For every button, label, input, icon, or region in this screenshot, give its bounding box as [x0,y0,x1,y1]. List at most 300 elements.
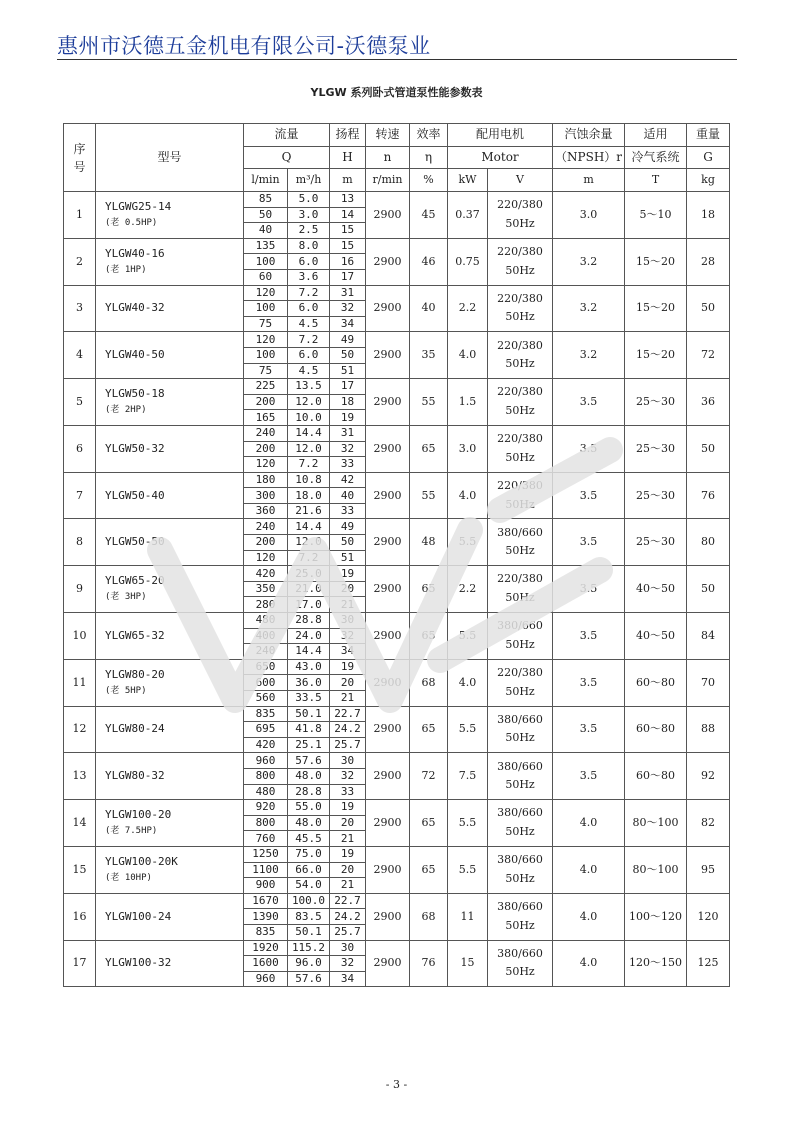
flow-lmin-cell: 50 [244,207,288,223]
flow-m3h-cell: 96.0 [288,956,330,972]
weight-cell: 36 [687,379,730,426]
efficiency-cell: 76 [410,940,448,987]
head-cell: 25.7 [330,924,366,940]
power-cell: 15 [448,940,488,987]
model-name: YLGW100-24 [105,909,172,923]
frequency-value: 50Hz [505,310,535,324]
flow-lmin-cell: 1600 [244,956,288,972]
head-cell: 20 [330,581,366,597]
col-header-flow-symbol: Q [244,147,330,169]
weight-cell: 82 [687,800,730,847]
power-cell: 0.75 [448,238,488,285]
power-cell: 5.5 [448,613,488,660]
flow-m3h-cell: 18.0 [288,488,330,504]
flow-lmin-cell: 75 [244,363,288,379]
table-body [64,192,730,987]
col-header-eff-symbol: η [410,147,448,169]
row-number: 1 [64,192,96,239]
flow-m3h-cell: 55.0 [288,800,330,816]
npsh-cell: 3.5 [553,519,625,566]
voltage-value: 380/660 [497,712,543,726]
voltage-cell [488,192,553,239]
head-cell: 24.2 [330,909,366,925]
unit-flow-lmin: l/min [244,169,288,192]
cooling-cell: 25～30 [625,472,687,519]
table-row [64,192,730,208]
col-header-motor: 配用电机 [448,124,553,147]
model-name: YLGW40-16 [105,246,165,260]
weight-cell: 50 [687,285,730,332]
model-cell [96,238,244,285]
unit-head: m [330,169,366,192]
flow-lmin-cell: 180 [244,472,288,488]
head-cell: 19 [330,659,366,675]
voltage-value: 380/660 [497,853,543,867]
cooling-cell: 40～50 [625,613,687,660]
voltage-cell [488,425,553,472]
flow-lmin-cell: 1100 [244,862,288,878]
model-cell [96,753,244,800]
performance-table [63,123,730,987]
voltage-cell [488,238,553,285]
col-header-motor-symbol: Motor [448,147,553,169]
flow-lmin-cell: 120 [244,285,288,301]
npsh-cell: 3.2 [553,285,625,332]
power-cell: 5.5 [448,800,488,847]
voltage-value: 220/380 [497,385,543,399]
table-row [64,846,730,862]
col-header-model: 型号 [96,124,244,192]
flow-lmin-cell: 560 [244,691,288,707]
npsh-cell: 3.5 [553,472,625,519]
flow-lmin-cell: 360 [244,503,288,519]
voltage-value: 380/660 [497,759,543,773]
head-cell: 30 [330,613,366,629]
flow-m3h-cell: 6.0 [288,347,330,363]
voltage-value: 220/380 [497,338,543,352]
model-cell [96,846,244,893]
model-name: YLGW80-32 [105,769,165,783]
row-number: 10 [64,613,96,660]
flow-lmin-cell: 1670 [244,893,288,909]
head-cell: 19 [330,566,366,582]
cooling-cell: 40～50 [625,566,687,613]
col-header-flow: 流量 [244,124,330,147]
weight-cell: 72 [687,332,730,379]
flow-m3h-cell: 41.8 [288,722,330,738]
speed-cell: 2900 [366,519,410,566]
model-name: YLGW40-32 [105,301,165,315]
head-cell: 32 [330,441,366,457]
head-cell: 22.7 [330,706,366,722]
speed-cell: 2900 [366,800,410,847]
table-row [64,332,730,348]
speed-cell: 2900 [366,285,410,332]
flow-lmin-cell: 100 [244,254,288,270]
flow-m3h-cell: 5.0 [288,192,330,208]
head-cell: 19 [330,846,366,862]
cooling-cell: 5～10 [625,192,687,239]
head-cell: 34 [330,644,366,660]
head-cell: 42 [330,472,366,488]
model-cell [96,706,244,753]
weight-cell: 76 [687,472,730,519]
flow-lmin-cell: 200 [244,441,288,457]
flow-lmin-cell: 225 [244,379,288,395]
table-row [64,659,730,675]
cooling-cell: 80～100 [625,846,687,893]
table-row [64,472,730,488]
voltage-value: 380/660 [497,899,543,913]
row-number: 13 [64,753,96,800]
model-note: (老 1HP) [105,264,147,275]
unit-speed: r/min [366,169,410,192]
flow-lmin-cell: 835 [244,706,288,722]
table-row [64,753,730,769]
col-header-cooling: 适用 [625,124,687,147]
flow-m3h-cell: 3.6 [288,269,330,285]
flow-lmin-cell: 100 [244,347,288,363]
flow-m3h-cell: 28.8 [288,613,330,629]
voltage-cell [488,519,553,566]
efficiency-cell: 65 [410,846,448,893]
cooling-cell: 15～20 [625,332,687,379]
head-cell: 17 [330,269,366,285]
voltage-cell [488,332,553,379]
flow-lmin-cell: 760 [244,831,288,847]
model-cell [96,800,244,847]
model-note: (老 2HP) [105,405,147,416]
head-cell: 49 [330,332,366,348]
flow-m3h-cell: 57.6 [288,971,330,987]
weight-cell: 50 [687,566,730,613]
frequency-value: 50Hz [505,263,535,277]
voltage-cell [488,940,553,987]
flow-lmin-cell: 200 [244,535,288,551]
power-cell: 5.5 [448,519,488,566]
flow-m3h-cell: 43.0 [288,659,330,675]
weight-cell: 80 [687,519,730,566]
head-cell: 16 [330,254,366,270]
efficiency-cell: 72 [410,753,448,800]
voltage-cell [488,566,553,613]
head-cell: 24.2 [330,722,366,738]
frequency-value: 50Hz [505,965,535,979]
head-cell: 18 [330,394,366,410]
speed-cell: 2900 [366,332,410,379]
power-cell: 5.5 [448,706,488,753]
flow-m3h-cell: 14.4 [288,644,330,660]
speed-cell: 2900 [366,753,410,800]
voltage-value: 380/660 [497,806,543,820]
head-cell: 20 [330,815,366,831]
speed-cell: 2900 [366,425,410,472]
row-number: 11 [64,659,96,706]
voltage-value: 220/380 [497,198,543,212]
model-cell [96,893,244,940]
voltage-value: 220/380 [497,432,543,446]
npsh-cell: 3.0 [553,192,625,239]
flow-m3h-cell: 6.0 [288,254,330,270]
table-row [64,285,730,301]
flow-lmin-cell: 300 [244,488,288,504]
head-cell: 33 [330,503,366,519]
head-cell: 20 [330,675,366,691]
frequency-value: 50Hz [505,778,535,792]
frequency-value: 50Hz [505,450,535,464]
model-cell [96,425,244,472]
head-cell: 30 [330,940,366,956]
efficiency-cell: 65 [410,706,448,753]
model-name: YLGW50-18 [105,387,165,401]
power-cell: 1.5 [448,379,488,426]
speed-cell: 2900 [366,706,410,753]
voltage-cell [488,800,553,847]
unit-weight: kg [687,169,730,192]
weight-cell: 18 [687,192,730,239]
flow-lmin-cell: 40 [244,223,288,239]
table-title: YLGW 系列卧式管道泵性能参数表 [310,86,483,99]
efficiency-cell: 65 [410,800,448,847]
npsh-cell: 4.0 [553,846,625,893]
cooling-cell: 15～20 [625,238,687,285]
efficiency-cell: 65 [410,425,448,472]
head-cell: 21 [330,878,366,894]
flow-lmin-cell: 1920 [244,940,288,956]
flow-lmin-cell: 960 [244,971,288,987]
model-name: YLGW50-32 [105,441,165,455]
flow-m3h-cell: 14.4 [288,519,330,535]
weight-cell: 95 [687,846,730,893]
col-header-speed-symbol: n [366,147,410,169]
model-cell [96,659,244,706]
flow-lmin-cell: 120 [244,457,288,473]
weight-cell: 120 [687,893,730,940]
col-header-index: 序号 [64,124,96,192]
flow-lmin-cell: 480 [244,784,288,800]
company-header: 惠州市沃德五金机电有限公司-沃德泵业 [57,34,431,58]
frequency-value: 50Hz [505,357,535,371]
speed-cell: 2900 [366,659,410,706]
model-name: YLGW50-40 [105,488,165,502]
head-cell: 33 [330,457,366,473]
voltage-value: 220/380 [497,666,543,680]
flow-m3h-cell: 48.0 [288,815,330,831]
flow-m3h-cell: 7.2 [288,457,330,473]
model-cell [96,472,244,519]
cooling-cell: 60～80 [625,706,687,753]
flow-lmin-cell: 1390 [244,909,288,925]
table-row [64,425,730,441]
flow-m3h-cell: 36.0 [288,675,330,691]
row-number: 15 [64,846,96,893]
frequency-value: 50Hz [505,918,535,932]
head-cell: 31 [330,285,366,301]
table-row [64,519,730,535]
efficiency-cell: 48 [410,519,448,566]
model-name: YLGW100-20K [105,854,178,868]
flow-m3h-cell: 7.2 [288,550,330,566]
model-name: YLGW65-32 [105,628,165,642]
flow-m3h-cell: 24.0 [288,628,330,644]
flow-m3h-cell: 45.5 [288,831,330,847]
flow-m3h-cell: 50.1 [288,706,330,722]
head-cell: 13 [330,192,366,208]
model-name: YLGWG25-14 [105,199,172,213]
voltage-cell [488,846,553,893]
row-number: 7 [64,472,96,519]
col-header-npsh-symbol: （NPSH）r [553,147,625,169]
power-cell: 0.37 [448,192,488,239]
flow-m3h-cell: 8.0 [288,238,330,254]
unit-cooling: T [625,169,687,192]
flow-lmin-cell: 650 [244,659,288,675]
row-number: 5 [64,379,96,426]
flow-lmin-cell: 400 [244,628,288,644]
head-cell: 21 [330,831,366,847]
frequency-value: 50Hz [505,637,535,651]
unit-eff: % [410,169,448,192]
col-header-head-symbol: H [330,147,366,169]
frequency-value: 50Hz [505,497,535,511]
weight-cell: 70 [687,659,730,706]
flow-lmin-cell: 350 [244,581,288,597]
cooling-cell: 100～120 [625,893,687,940]
model-name: YLGW80-24 [105,722,165,736]
power-cell: 3.0 [448,425,488,472]
npsh-cell: 4.0 [553,800,625,847]
model-cell [96,285,244,332]
flow-lmin-cell: 800 [244,815,288,831]
npsh-cell: 3.5 [553,379,625,426]
flow-m3h-cell: 7.2 [288,285,330,301]
unit-power: kW [448,169,488,192]
cooling-cell: 120～150 [625,940,687,987]
flow-m3h-cell: 6.0 [288,301,330,317]
frequency-value: 50Hz [505,216,535,230]
cooling-cell: 60～80 [625,753,687,800]
efficiency-cell: 40 [410,285,448,332]
row-number: 17 [64,940,96,987]
flow-lmin-cell: 60 [244,269,288,285]
table-row [64,379,730,395]
weight-cell: 50 [687,425,730,472]
flow-lmin-cell: 200 [244,394,288,410]
voltage-cell [488,659,553,706]
head-cell: 33 [330,784,366,800]
row-number: 8 [64,519,96,566]
flow-lmin-cell: 75 [244,316,288,332]
flow-lmin-cell: 920 [244,800,288,816]
flow-m3h-cell: 2.5 [288,223,330,239]
power-cell: 5.5 [448,846,488,893]
flow-lmin-cell: 480 [244,613,288,629]
flow-lmin-cell: 600 [244,675,288,691]
power-cell: 11 [448,893,488,940]
flow-m3h-cell: 48.0 [288,768,330,784]
flow-lmin-cell: 420 [244,737,288,753]
col-header-head: 扬程 [330,124,366,147]
flow-m3h-cell: 100.0 [288,893,330,909]
model-cell [96,566,244,613]
flow-m3h-cell: 4.5 [288,316,330,332]
frequency-value: 50Hz [505,591,535,605]
weight-cell: 84 [687,613,730,660]
power-cell: 7.5 [448,753,488,800]
npsh-cell: 3.5 [553,566,625,613]
frequency-value: 50Hz [505,684,535,698]
col-header-cooling-2: 冷气系统 [625,147,687,169]
model-cell [96,192,244,239]
npsh-cell: 3.2 [553,332,625,379]
row-number: 12 [64,706,96,753]
efficiency-cell: 65 [410,613,448,660]
npsh-cell: 3.5 [553,613,625,660]
unit-voltage: V [488,169,553,192]
flow-m3h-cell: 54.0 [288,878,330,894]
flow-m3h-cell: 12.0 [288,535,330,551]
flow-lmin-cell: 800 [244,768,288,784]
power-cell: 4.0 [448,659,488,706]
head-cell: 49 [330,519,366,535]
header-rule [57,59,737,60]
flow-lmin-cell: 240 [244,519,288,535]
flow-lmin-cell: 85 [244,192,288,208]
speed-cell: 2900 [366,893,410,940]
speed-cell: 2900 [366,846,410,893]
col-header-weight-symbol: G [687,147,730,169]
model-name: YLGW80-20 [105,667,165,681]
head-cell: 17 [330,379,366,395]
flow-lmin-cell: 120 [244,332,288,348]
flow-m3h-cell: 17.0 [288,597,330,613]
head-cell: 31 [330,425,366,441]
power-cell: 4.0 [448,332,488,379]
flow-m3h-cell: 21.0 [288,581,330,597]
npsh-cell: 3.5 [553,753,625,800]
flow-m3h-cell: 14.4 [288,425,330,441]
flow-lmin-cell: 960 [244,753,288,769]
model-note: (老 0.5HP) [105,217,158,228]
table-row [64,893,730,909]
flow-m3h-cell: 83.5 [288,909,330,925]
head-cell: 51 [330,550,366,566]
flow-m3h-cell: 4.5 [288,363,330,379]
frequency-value: 50Hz [505,544,535,558]
head-cell: 34 [330,316,366,332]
flow-lmin-cell: 120 [244,550,288,566]
model-cell [96,519,244,566]
page-number: - 3 - [385,1078,408,1091]
head-cell: 14 [330,207,366,223]
npsh-cell: 4.0 [553,940,625,987]
flow-m3h-cell: 10.8 [288,472,330,488]
table-row [64,238,730,254]
weight-cell: 28 [687,238,730,285]
head-cell: 32 [330,301,366,317]
table-row [64,940,730,956]
flow-lmin-cell: 280 [244,597,288,613]
npsh-cell: 3.2 [553,238,625,285]
flow-lmin-cell: 1250 [244,846,288,862]
head-cell: 50 [330,535,366,551]
flow-m3h-cell: 12.0 [288,441,330,457]
head-cell: 15 [330,238,366,254]
cooling-cell: 60～80 [625,659,687,706]
speed-cell: 2900 [366,940,410,987]
speed-cell: 2900 [366,238,410,285]
flow-m3h-cell: 21.6 [288,503,330,519]
